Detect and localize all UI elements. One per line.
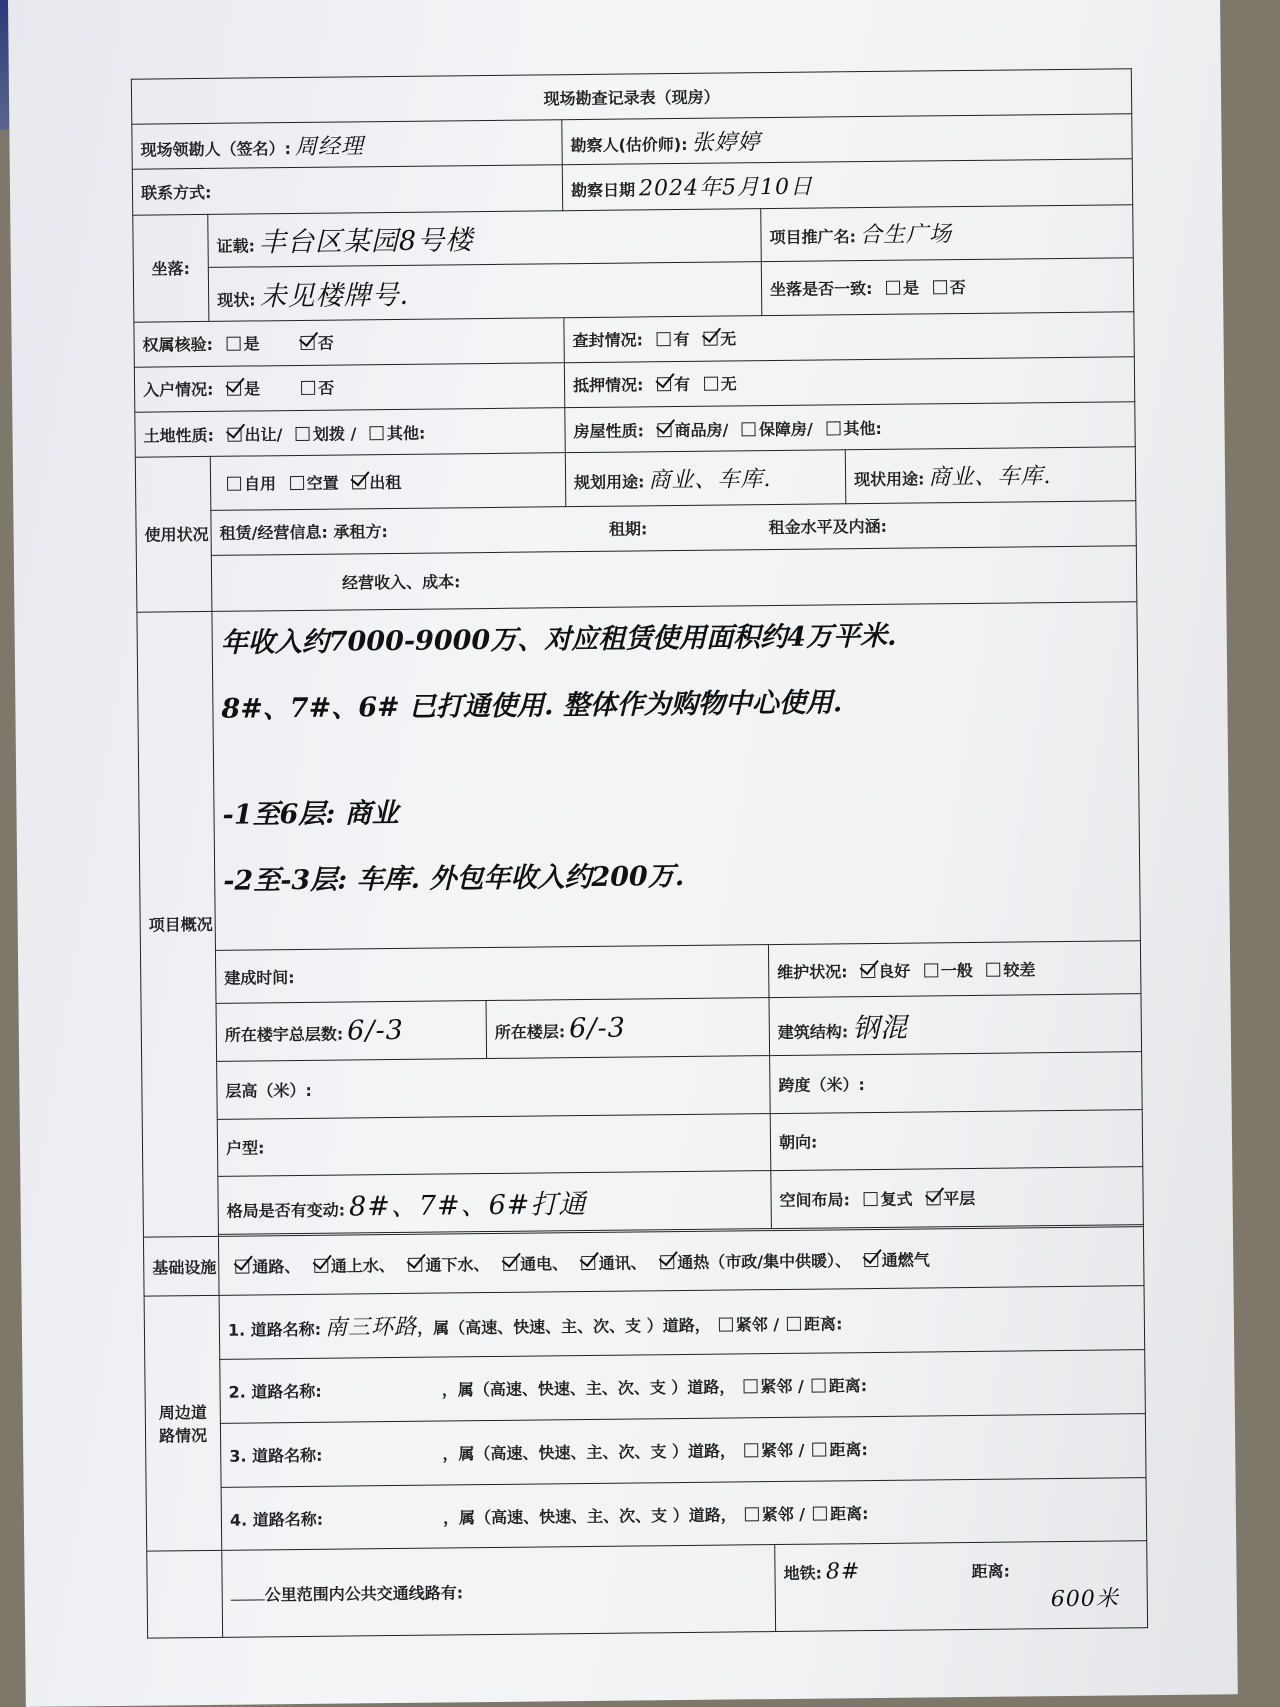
house-commercial-checkbox[interactable] <box>657 423 671 437</box>
orientation-label: 朝向: <box>778 1132 818 1153</box>
road-2-name <box>322 1396 442 1397</box>
transit-label: 公里范围内公共交通线路有: <box>264 1583 464 1605</box>
layout-change-value: 8#、7#、6#打通 <box>348 1188 587 1223</box>
infrastructure-cell <box>218 1226 1144 1295</box>
house-label: 房屋性质: <box>573 421 645 441</box>
floor-height-cell <box>217 1056 771 1119</box>
road-2-adjacent-checkbox[interactable] <box>743 1379 757 1393</box>
road-1-name: 南三环路 <box>324 1315 418 1342</box>
road-2-distance-label: 距离: <box>828 1376 868 1396</box>
flat-label: 平层 <box>943 1188 976 1209</box>
vacant-checkbox[interactable] <box>290 476 304 490</box>
seizure-yes-label: 有 <box>673 330 690 350</box>
road-3-adjacent-label: 紧邻 / <box>760 1440 805 1460</box>
orientation-cell <box>770 1109 1143 1170</box>
survey-form-table <box>131 68 1148 1638</box>
road-1-prefix: 1. 道路名称: <box>227 1320 322 1341</box>
floor-cell <box>486 998 770 1059</box>
cert-location-cell <box>208 208 762 267</box>
lease-info-label: 租赁/经营信息: <box>219 523 328 544</box>
consistent-no-checkbox[interactable] <box>933 280 947 294</box>
overview-notes <box>212 601 1141 950</box>
land-allocation-checkbox[interactable] <box>296 427 310 441</box>
transit-label-blank <box>147 1551 223 1638</box>
leader-signature: 周经理 <box>294 134 365 160</box>
floor-label: 所在楼层: <box>494 1022 566 1043</box>
entry-yes-label: 是 <box>243 379 261 400</box>
infra-drainage-label: 通下水、 <box>425 1254 490 1275</box>
maintenance-average-label: 一般 <box>940 960 973 980</box>
ownership-cell <box>134 317 564 367</box>
total-floors-value: 6/-3 <box>347 1015 404 1047</box>
cert-location-value: 丰台区某园8号楼 <box>258 225 474 259</box>
actual-label: 现状: <box>217 290 256 310</box>
self-use-checkbox[interactable] <box>227 477 241 491</box>
road-2-type: ，属（高速、快速、主、次、支 ）道路， <box>441 1377 736 1400</box>
infra-water-supply-label: 通上水、 <box>330 1255 395 1276</box>
mortgage-yes-checkbox[interactable] <box>657 378 671 392</box>
total-floors-cell <box>216 1001 487 1061</box>
usage-status-cell <box>210 453 566 510</box>
planned-use-label: 规划用途: <box>573 472 645 493</box>
subway-distance-value: 600米 <box>1050 1586 1119 1613</box>
self-use-label: 自用 <box>243 474 277 494</box>
seizure-no-checkbox[interactable] <box>703 332 717 346</box>
surveyor-cell <box>562 114 1132 165</box>
current-use-value: 商业、车库. <box>928 464 1052 491</box>
layout-change-cell <box>218 1171 772 1234</box>
land-nature-cell <box>135 408 565 458</box>
road-1-adjacent-label: 紧邻 / <box>735 1315 780 1335</box>
land-transfer-checkbox[interactable] <box>227 427 241 441</box>
land-label: 土地性质: <box>143 425 215 446</box>
road-3-distance-checkbox[interactable] <box>812 1442 826 1456</box>
date-cell <box>562 159 1132 210</box>
structure-cell <box>769 994 1142 1055</box>
promo-name-cell <box>761 204 1134 261</box>
overview-note-1: 年收入约7000-9000万、对应租赁使用面积约4万平米. <box>220 620 897 659</box>
entry-no-checkbox[interactable] <box>301 381 315 395</box>
infra-heating-checkbox[interactable] <box>660 1255 674 1269</box>
promo-label: 项目推广名: <box>769 227 857 248</box>
road-1-distance-label: 距离: <box>804 1314 843 1335</box>
ownership-label: 权属核验: <box>142 335 214 355</box>
planned-use-value: 商业、车库. <box>648 467 772 494</box>
mortgage-cell <box>564 357 1134 408</box>
house-commercial-label: 商品房/ <box>674 420 729 440</box>
duplex-label: 复式 <box>880 1189 913 1209</box>
duplex-checkbox[interactable] <box>864 1192 878 1206</box>
road-row-2 <box>220 1350 1146 1423</box>
date-value: 2024年5月10日 <box>638 174 814 202</box>
house-nature-cell <box>565 402 1135 453</box>
road-1-distance-checkbox[interactable] <box>787 1317 801 1331</box>
road-1-type: ，属（高速、快速、主、次、支 ）道路， <box>417 1315 711 1339</box>
roads-label: 周边道路情况 <box>144 1296 222 1552</box>
house-other-checkbox[interactable] <box>826 421 840 435</box>
land-allocation-label: 划拨 / <box>312 424 357 444</box>
road-2-prefix: 2. 道路名称: <box>228 1381 322 1402</box>
seizure-yes-checkbox[interactable] <box>657 332 671 346</box>
maintenance-poor-label: 较差 <box>1003 959 1036 980</box>
span-label: 跨度（米）: <box>778 1074 865 1095</box>
usage-label: 使用状况 <box>135 457 212 612</box>
infra-telecom-checkbox[interactable] <box>582 1255 596 1269</box>
cert-label: 证载: <box>216 236 256 257</box>
operating-income-label: 经营收入、成本: <box>342 572 461 593</box>
road-3-adjacent-checkbox[interactable] <box>744 1443 758 1457</box>
operating-income-cell <box>211 546 1137 611</box>
subway-cell <box>775 1541 1148 1631</box>
road-4-type: ，属（高速、快速、主、次、支 ）道路， <box>443 1504 737 1528</box>
subway-label: 地铁: <box>783 1563 823 1584</box>
infra-road-label: 通路、 <box>252 1256 301 1277</box>
space-layout-label: 空间布局: <box>779 1190 851 1210</box>
seizure-cell <box>564 311 1134 362</box>
seizure-label: 查封情况: <box>572 330 644 351</box>
house-affordable-checkbox[interactable] <box>742 422 756 436</box>
rented-checkbox[interactable] <box>352 475 366 489</box>
road-4-distance-checkbox[interactable] <box>813 1506 827 1520</box>
maintenance-cell <box>768 941 1141 998</box>
rent-level-label: 租金水平及内涵: <box>768 517 888 538</box>
ownership-no-label: 否 <box>317 333 334 354</box>
entry-label: 入户情况: <box>142 380 214 401</box>
ownership-yes-label: 是 <box>243 334 260 354</box>
house-affordable-label: 保障房/ <box>758 419 813 439</box>
structure-value: 钢混 <box>852 1012 909 1045</box>
road-4-adjacent-checkbox[interactable] <box>745 1507 759 1521</box>
infra-water-supply-checkbox[interactable] <box>314 1258 328 1272</box>
contact-label: 联系方式: <box>140 182 212 203</box>
space-layout-cell <box>771 1167 1144 1228</box>
road-row-1 <box>219 1286 1145 1359</box>
actual-location-cell <box>208 262 762 321</box>
floor-height-label: 层高（米）: <box>225 1080 312 1101</box>
overview-note-5: -2至-3层: 车库. 外包年收入约200万. <box>223 860 685 897</box>
infra-power-label: 通电、 <box>519 1253 569 1274</box>
road-3-prefix: 3. 道路名称: <box>229 1445 323 1466</box>
total-floors-label: 所在楼宇总层数: <box>224 1024 344 1045</box>
infra-gas-checkbox[interactable] <box>865 1253 879 1267</box>
land-other-checkbox[interactable] <box>370 426 384 440</box>
form-title: 现场勘查记录表（现房） <box>131 69 1131 125</box>
unit-type-label: 户型: <box>225 1138 265 1159</box>
leader-cell <box>132 120 562 170</box>
built-time-cell <box>215 945 769 1004</box>
road-4-prefix: 4. 道路名称: <box>229 1509 324 1530</box>
consistent-yes-checkbox[interactable] <box>886 281 900 295</box>
planned-use-cell <box>565 450 846 506</box>
infrastructure-label: 基础设施 <box>143 1236 219 1296</box>
maintenance-good-checkbox[interactable] <box>861 964 875 978</box>
infra-road-checkbox[interactable] <box>235 1259 249 1273</box>
road-3-type: ，属（高速、快速、主、次、支 ）道路， <box>442 1441 737 1464</box>
ownership-no-checkbox[interactable] <box>301 336 315 350</box>
house-other-label: 其他: <box>843 418 882 438</box>
floor-value: 6/-3 <box>569 1012 626 1045</box>
surveyor-label: 勘察人(估价师): <box>570 134 688 155</box>
subway-distance-label: 距离: <box>971 1561 1011 1582</box>
paper-sheet <box>8 0 1238 1707</box>
promo-name-value: 合生广场 <box>859 222 953 249</box>
overview-note-3 <box>222 751 1130 791</box>
infra-gas-label: 通燃气 <box>881 1249 930 1270</box>
road-4-distance-label: 距离: <box>829 1503 869 1524</box>
infra-telecom-label: 通讯、 <box>598 1252 647 1273</box>
road-1-adjacent-checkbox[interactable] <box>719 1318 733 1332</box>
road-row-4 <box>221 1477 1147 1550</box>
seizure-no-label: 无 <box>720 329 737 349</box>
overview-note-2: 8#、7#、6# 已打通使用. 整体作为购物中心使用. <box>221 687 843 725</box>
maintenance-average-checkbox[interactable] <box>924 963 938 977</box>
contact-cell <box>132 165 562 215</box>
structure-label: 建筑结构: <box>777 1022 849 1043</box>
road-3-name <box>322 1459 442 1460</box>
layout-change-label: 格局是否有变动: <box>226 1200 346 1221</box>
mortgage-no-label: 无 <box>720 374 737 395</box>
infra-drainage-checkbox[interactable] <box>408 1257 422 1271</box>
mortgage-yes-label: 有 <box>673 375 691 395</box>
consistent-no-label: 否 <box>949 277 966 298</box>
span-cell <box>770 1052 1143 1113</box>
transit-cell <box>222 1545 776 1637</box>
entry-no-label: 否 <box>318 379 335 399</box>
road-4-adjacent-label: 紧邻 / <box>761 1504 806 1524</box>
current-use-label: 现状用途: <box>853 469 925 490</box>
surveyor-signature: 张婷婷 <box>691 129 761 156</box>
location-consistent-cell <box>761 258 1134 315</box>
overview-note-4: -1至6层: 商业 <box>222 797 399 831</box>
lease-term-label: 租期: <box>608 519 648 540</box>
ownership-yes-checkbox[interactable] <box>227 337 241 351</box>
entry-yes-checkbox[interactable] <box>227 382 241 396</box>
leader-label: 现场领勘人（签名）: <box>140 138 292 160</box>
entry-cell <box>134 363 564 413</box>
road-2-adjacent-label: 紧邻 / <box>760 1376 804 1397</box>
unit-type-cell <box>217 1113 771 1176</box>
infra-power-checkbox[interactable] <box>503 1256 517 1270</box>
flat-checkbox[interactable] <box>926 1191 940 1205</box>
mortgage-label: 抵押情况: <box>572 375 644 396</box>
consistent-yes-label: 是 <box>902 278 920 298</box>
consistent-label: 坐落是否一致: <box>769 278 873 299</box>
actual-location-value: 未见楼牌号. <box>259 279 410 313</box>
infra-heating-label: 通热（市政/集中供暖）、 <box>677 1250 852 1272</box>
road-4-name <box>323 1523 443 1524</box>
maintenance-good-label: 良好 <box>878 961 911 981</box>
land-transfer-label: 出让/ <box>244 424 283 445</box>
overview-label: 项目概况 <box>137 611 219 1237</box>
road-row-3 <box>220 1414 1146 1487</box>
current-use-cell <box>845 447 1136 504</box>
maintenance-label: 维护状况: <box>777 961 848 982</box>
location-label: 坐落: <box>133 214 209 322</box>
road-3-distance-label: 距离: <box>829 1439 868 1460</box>
land-other-label: 其他: <box>386 423 426 443</box>
transit-km-blank[interactable] <box>231 1585 265 1600</box>
lessee-label: 承租方: <box>333 522 388 543</box>
date-label: 勘察日期 <box>570 180 636 201</box>
vacant-label: 空置 <box>306 473 339 493</box>
subway-value: 8# <box>825 1559 861 1585</box>
built-time-label: 建成时间: <box>224 967 295 988</box>
road-2-distance-checkbox[interactable] <box>812 1379 826 1393</box>
maintenance-poor-checkbox[interactable] <box>986 962 1000 976</box>
mortgage-no-checkbox[interactable] <box>704 377 718 391</box>
rented-label: 出租 <box>369 472 402 493</box>
